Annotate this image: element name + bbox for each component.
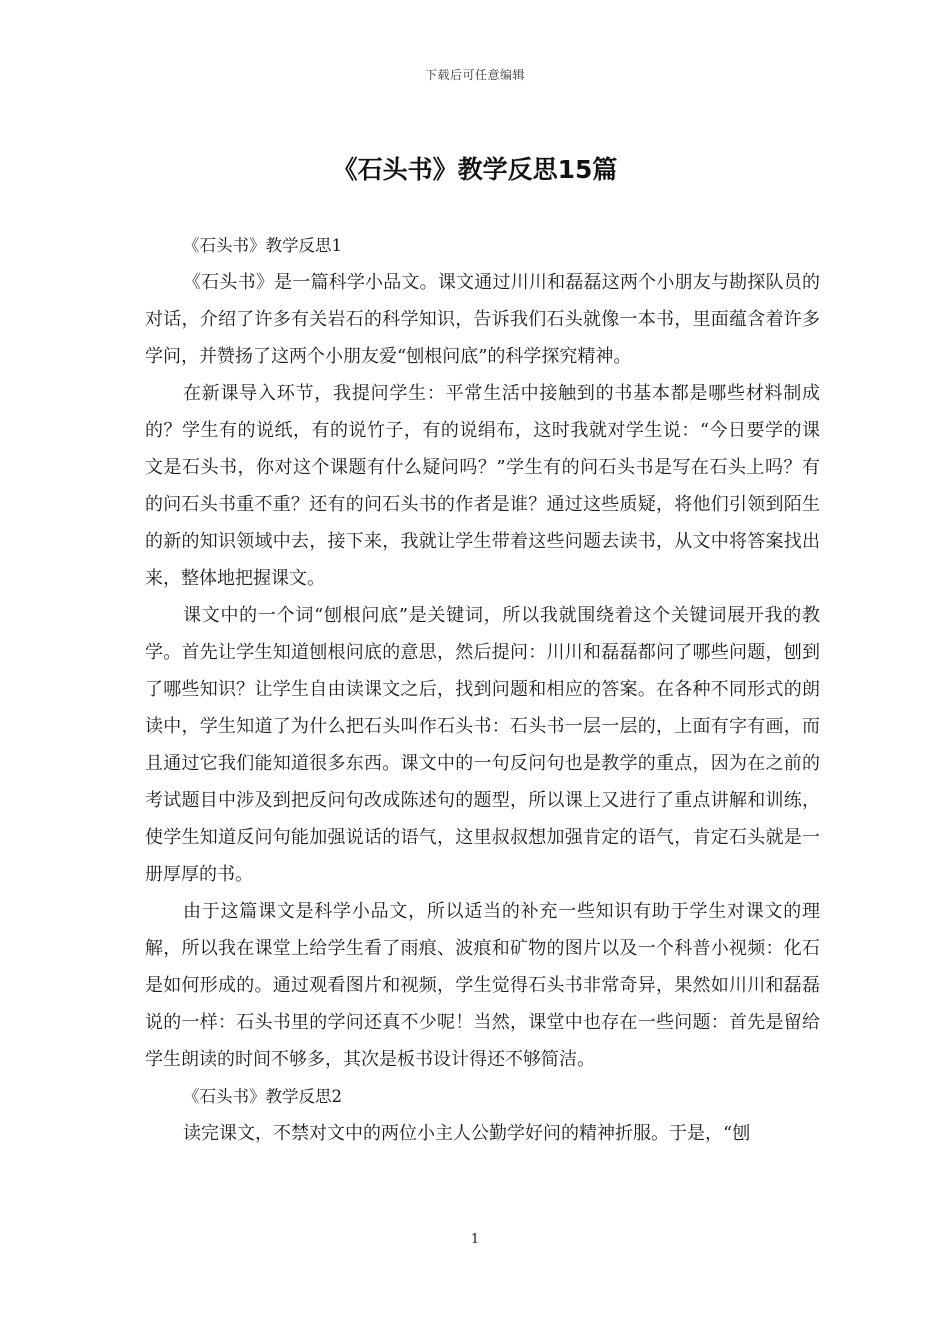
paragraph-1: 《石头书》是一篇科学小品文。课文通过川川和磊磊这两个小朋友与勘探队员的对话，介绍了许多有关岩石的科学知识，告诉我们石头就像一本书，里面蕴含着许多学问，并赞扬了这两个小朋友爱“刨根问底”的科学探究精神。 xyxy=(145,272,820,367)
paragraph-5: 读完课文，不禁对文中的两位小主人公勤学好问的精神折服。于是，“刨 xyxy=(183,1123,751,1144)
paragraph-2: 在新课导入环节，我提问学生：平常生活中接触到的书基本都是哪些材料制成的？学生有的说纸，有的说竹子，有的说绢布，这时我就对学生说：“今日要学的课文是石头书，你对这个课题有什么疑问吗？”学生有的问石头书是写在石头上吗？有的问石头书重不重？还有的问石头书的作者是谁？通过这些质疑，将他们引领到陌生的新的知识领域中去，接下来，我就让学生带着这些问题去读书，从文中将答案找出来，整体地把握课文。 xyxy=(145,383,820,589)
header-note: 下载后可任意编辑 xyxy=(424,68,525,82)
page-number: 1 xyxy=(470,1232,480,1247)
section-heading-2: 《石头书》教学反思2 xyxy=(183,1087,342,1106)
paragraph-3: 课文中的一个词“刨根问底”是关键词，所以我就围绕着这个关键词展开我的教学。首先让学生知道刨根问底的意思，然后提问：川川和磊磊都问了哪些问题，刨到了哪些知识？让学生自由读课文之后，找到问题和相应的答案。在各种不同形式的朗读中，学生知道了为什么把石头叫作石头书：石头书一层一层的，上面有字有画，而且通过它我们能知道很多东西。课文中的一句反问句也是教学的重点，因为在之前的考试题目中涉及到把反问句改成陈述句的题型，所以课上又进行了重点讲解和训练，使学生知道反问句能加强说话的语气，这里叔叔想加强肯定的语气，肯定石头就是一册厚厚的书。 xyxy=(145,605,820,885)
document-body xyxy=(145,227,820,1152)
document-title: 《石头书》教学反思15篇 xyxy=(332,155,618,184)
section-heading-1: 《石头书》教学反思1 xyxy=(183,236,342,255)
paragraph-4: 由于这篇课文是科学小品文，所以适当的补充一些知识有助于学生对课文的理解，所以我在课堂上给学生看了雨痕、波痕和矿物的图片以及一个科普小视频：化石是如何形成的。通过观看图片和视频，学生觉得石头书非常奇异，果然如川川和磊磊说的一样：石头书里的学问还真不少呢！当然，课堂中也存在一些问题：首先是留给学生朗读的时间不够多，其次是板书设计得还不够简洁。 xyxy=(145,901,820,1070)
